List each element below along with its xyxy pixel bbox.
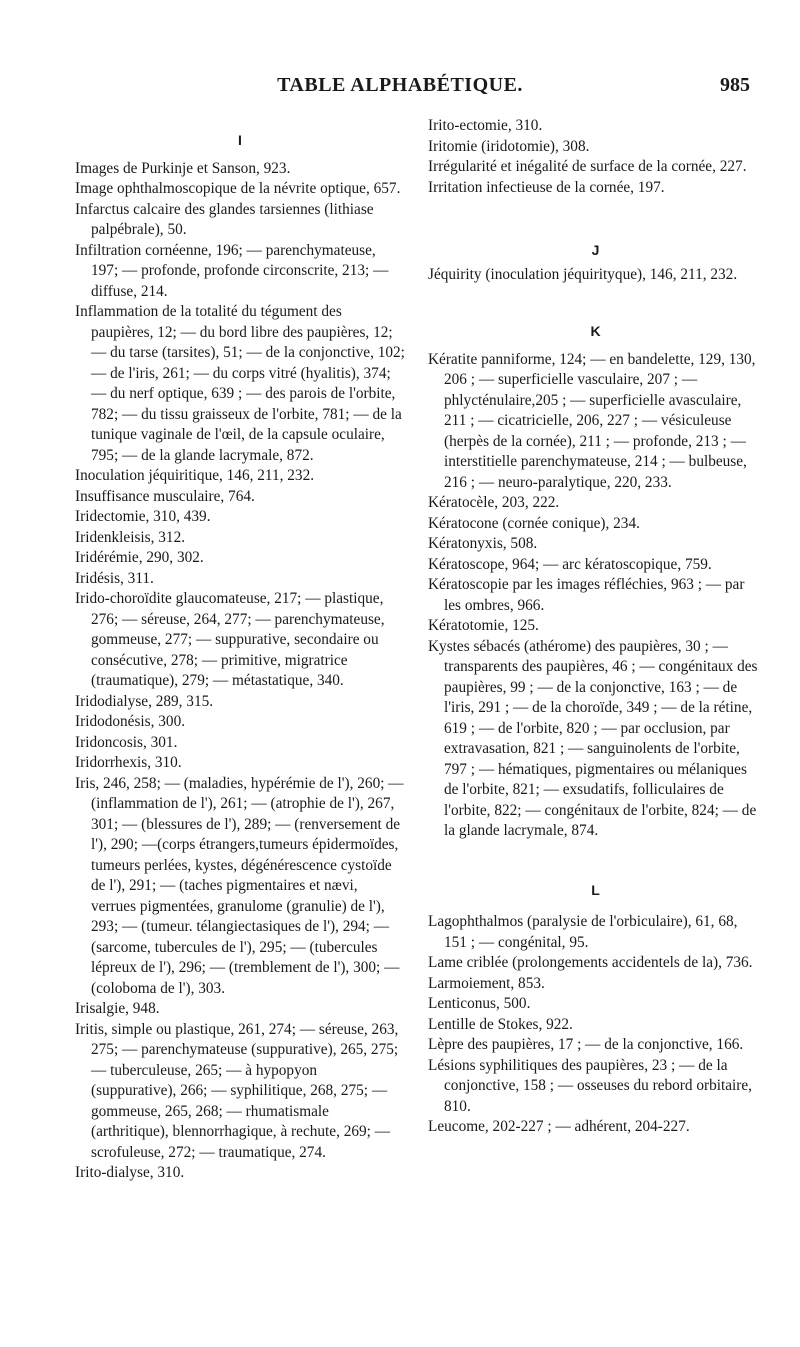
index-entry: Kératocèle, 203, 222. (428, 494, 560, 511)
index-entry: Lèpre des paupières, 17 ; — de la conjonctive, 166. (428, 1036, 744, 1053)
section-letter-k: K (590, 323, 601, 339)
index-entry: Iridorrhexis, 310. (75, 754, 182, 771)
left-entries-list (75, 159, 405, 1184)
index-entry: Kystes sébacés (athérome) des paupières, 30 ; — transparents des paupières, 46 ; — congénitaux des paupières, 99 ; — de la conjonctive, 163 ; — de l'iris, 291 ; — de la choroïde, 349 ; — de la rétine, 619 ; — de l'orbite, 820 ; — par occlusion, par extravasation, 821 ; — sanguinolents de l'orbite, 797 ; — hématiques, pigmentaires ou mélaniques de l'orbite, 821; — exsudatifs, folliculaires de l'orbite, 822; — congénitaux de l'orbite, 824; — de la glande lacrymale, 874. (428, 637, 758, 839)
index-entry: Irito-dialyse, 310. (75, 1164, 185, 1181)
section-j-entries-list (428, 265, 763, 286)
index-entry: Irisalgie, 948. (75, 1000, 160, 1017)
index-entry: Iridectomie, 310, 439. (75, 508, 211, 525)
index-entry: Kératoscope, 964; — arc kératoscopique, 759. (428, 555, 712, 573)
index-entry: Lame criblée (prolongements accidentels de la), 736. (428, 954, 753, 971)
index-entry: Lenticonus, 500. (428, 995, 531, 1012)
index-entry: Kératoscopie par les images réfléchies, 963 ; — par les ombres, 966. (428, 576, 745, 614)
index-entry: Leucome, 202-227 ; — adhérent, 204-227. (428, 1118, 690, 1135)
index-entry: Irrégularité et inégalité de surface de la cornée, 227. (428, 158, 747, 175)
index-entry: Kératonyxis, 508. (428, 535, 538, 552)
index-entry: Larmoiement, 853. (428, 974, 545, 992)
index-entry: Lésions syphilitiques des paupières, 23 ; — de la conjonctive, 158 ; — osseuses du rebord orbitaire, 810. (428, 1056, 752, 1115)
index-entry: Insuffisance musculaire, 764. (75, 487, 255, 505)
index-entry: Images de Purkinje et Sanson, 923. (75, 159, 291, 177)
index-entry: Iritomie (iridotomie), 308. (428, 137, 590, 155)
page-header (0, 74, 800, 104)
index-entry: Iridésis, 311. (75, 569, 154, 587)
section-letter-l: L (591, 881, 600, 898)
index-entry: Kératotomie, 125. (428, 617, 539, 634)
index-entry: Lentille de Stokes, 922. (428, 1015, 573, 1033)
right-column (428, 116, 763, 1138)
section-letter-i: I (238, 132, 242, 148)
page-title: TABLE ALPHABÉTIQUE. (277, 74, 523, 96)
index-entry: Irido-choroïdite glaucomateuse, 217; — plastique, 276; — séreuse, 264, 277; — parenchymateuse, gommeuse, 277; — suppurative, secondaire ou consécutive, 278; — primitive, migratrice (traumatique), 279; — métastatique, 340. (75, 590, 385, 689)
index-entry: Infarctus calcaire des glandes tarsiennes (lithiase palpébrale), 50. (75, 200, 374, 238)
section-letter-j: J (591, 242, 600, 258)
index-entry: Infiltration cornéenne, 196; — parenchymateuse, 197; — profonde, profonde circonscrite, 213; — diffuse, 214. (75, 241, 389, 300)
index-entry: Irritation infectieuse de la cornée, 197. (428, 178, 665, 196)
index-entry: Iridoncosis, 301. (75, 733, 178, 751)
index-entry: Iris, 246, 258; — (maladies, hypérémie de l'), 260; — (inflammation de l'), 261; — (atrophie de l'), 267, 301; — (blessures de l'), 289; — (renversement de l'), 290; —(corps étrangers,tumeurs épidermoïdes, tumeurs perlées, kystes, dégénérescence cystoïde de l'), 291; — (taches pigmentaires et nævi, verrues pigmentées, granulome (granulie) de l'), 293; — (tumeur. télangiectasiques de l'), 294; — (sarcome, tubercules de l'), 295; — (tubercules lépreux de l'), 296; — (tremblement de l'), 300; — (coloboma de l'), 303. (75, 774, 404, 997)
index-entry: Iridodonésis, 300. (75, 713, 186, 730)
index-entry: Inflammation de la totalité du tégument des paupières, 12; — du bord libre des paupières, 12; — du tarse (tarsites), 51; — de la conjonctive, 102; — de l'iris, 261; — du corps vitré (hyalitis), 374; — du nerf optique, 639 ; — des parois de l'orbite, 782; — du tissu graisseux de l'orbite, 781; — de la tunique vaginale de l'œil, de la capsule oculaire, 795; — de la glande lacrymale, 872. (75, 303, 405, 464)
page-number: 985 (720, 74, 750, 96)
section-k-entries-list (428, 350, 763, 842)
index-entry: Inoculation jéquiritique, 146, 211, 232. (75, 467, 315, 484)
section-l-entries-list (428, 912, 763, 1138)
index-entry: Iridenkleisis, 312. (75, 528, 186, 546)
index-entry: Kératocone (cornée conique), 234. (428, 514, 640, 532)
index-entry: Lagophthalmos (paralysie de l'orbiculaire), 61, 68, 151 ; — congénital, 95. (428, 913, 738, 951)
index-entry: Jéquirity (inoculation jéquirityque), 146, 211, 232. (428, 265, 738, 283)
index-entry: Iridodialyse, 289, 315. (75, 692, 214, 710)
index-entry: Kératite panniforme, 124; — en bandelette, 129, 130, 206 ; — superficielle vasculaire, 207 ; — phlycténulaire,205 ; — superficielle avasculaire, 211 ; — cicatricielle, 206, 227 ; — vésiculeuse (herpès de la cornée), 211 ; — profonde, 213 ; — interstitielle parenchymateuse, 214 ; — bulbeuse, 216 ; — neuro-paralytique, 220, 233. (428, 350, 756, 491)
right-top-entries-list (428, 116, 763, 198)
index-entry: Iritis, simple ou plastique, 261, 274; — séreuse, 263, 275; — parenchymateuse (suppurative), 265, 275; — tuberculeuse, 265; — à hypopyon (suppurative), 266; — syphilitique, 268, 275; — gommeuse, 265, 268; — rhumatismale (arthritique), blennorrhagique, à rechute, 269; — scrofuleuse, 272; — traumatique, 274. (75, 1020, 399, 1161)
index-entry: Iridérémie, 290, 302. (75, 549, 204, 566)
index-entry: Image ophthalmoscopique de la névrite optique, 657. (75, 180, 401, 197)
left-column (75, 116, 405, 1184)
index-entry: Irito-ectomie, 310. (428, 117, 543, 134)
